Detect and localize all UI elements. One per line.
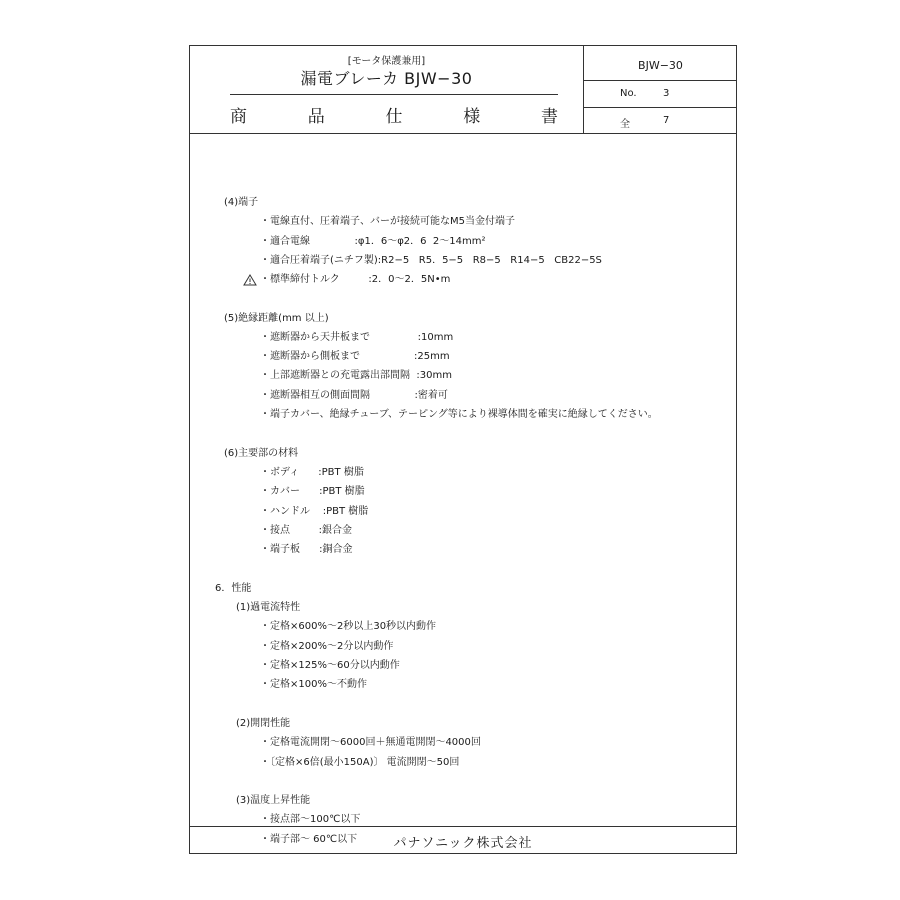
total-label: 全 — [620, 119, 630, 130]
section-heading: (1)過電流特性 — [236, 602, 301, 613]
page-number: 3 — [663, 88, 670, 99]
list-item: ・ハンドル :PBT 樹脂 — [260, 506, 369, 517]
doc-type-char: 商 — [230, 107, 247, 127]
section-heading: (3)温度上昇性能 — [236, 795, 311, 806]
section-heading: (2)開閉性能 — [236, 718, 291, 729]
list-item: ・遮断器相互の側面間隔 :密着可 — [260, 390, 448, 401]
doc-type-char: 様 — [463, 107, 481, 127]
sheet-footer — [190, 826, 736, 853]
list-item: ・定格電流開閉〜6000回＋無通電開閉〜4000回 — [260, 737, 481, 748]
meta-total-row — [584, 107, 737, 133]
list-item: ・上部遮断器との充電露出部間隔 :30mm — [260, 370, 452, 381]
doc-type-char: 仕 — [385, 107, 403, 127]
product-title: 漏電ブレーカ BJW−30 — [300, 69, 473, 88]
list-item: ・遮断器から天井板まで :10mm — [260, 332, 454, 343]
meta-box — [583, 46, 737, 133]
warning-triangle-icon — [243, 274, 257, 289]
list-item: ・端子カバー、絶縁チューブ、テーピング等により裸導体間を確実に絶縁してください。 — [260, 409, 658, 420]
doc-type-char: 書 — [541, 107, 558, 127]
list-item: ・遮断器から側板まで :25mm — [260, 351, 450, 362]
list-item: ・定格×200%〜2分以内動作 — [260, 641, 394, 652]
list-item: ・定格×100%〜不動作 — [260, 679, 367, 690]
chapter-heading: 6．性能 — [215, 583, 252, 594]
section-heading: (6)主要部の材料 — [224, 448, 299, 459]
page-label: No. — [620, 88, 637, 99]
sheet-header — [190, 46, 736, 134]
list-item: ・〔定格×6倍(最小150A)〕 電流開閉〜50回 — [260, 757, 460, 768]
product-subtitle: [モータ保護兼用] — [347, 56, 426, 67]
list-item: ・適合電線 :φ1．6〜φ2．6 2〜14mm² — [260, 236, 486, 247]
section-heading: (5)絶縁距離(mm 以上) — [224, 313, 329, 324]
list-item: ・電線直付、圧着端子、バーが接続可能なM5当金付端子 — [260, 216, 515, 227]
list-item: ・定格×125%〜60分以内動作 — [260, 660, 400, 671]
section-heading: (4)端子 — [224, 197, 259, 208]
list-item: ・端子板 :銅合金 — [260, 544, 353, 555]
title-divider — [230, 94, 558, 95]
total-pages: 7 — [663, 115, 670, 126]
company-name: パナソニック株式会社 — [393, 836, 533, 851]
list-item: ・適合圧着端子(ニチフ製):R2−5 R5．5−5 R8−5 R14−5 CB22−5S — [260, 255, 602, 266]
list-item: ・標準締付トルク :2．0〜2．5N•m — [260, 274, 451, 285]
list-item: ・接点 :銀合金 — [260, 525, 352, 536]
model-code: BJW−30 — [638, 59, 683, 72]
list-item: ・定格×600%〜2秒以上30秒以内動作 — [260, 621, 437, 632]
document-type — [230, 102, 558, 127]
list-item: ・カバー :PBT 樹脂 — [260, 486, 365, 497]
list-item: ・端子部〜 60℃以下 — [260, 834, 358, 845]
list-item: ・接点部〜100℃以下 — [260, 814, 361, 825]
spec-sheet — [189, 45, 737, 854]
meta-page-row — [584, 80, 737, 108]
list-item: ・ボディ :PBT 樹脂 — [260, 467, 364, 478]
doc-type-char: 品 — [307, 107, 325, 127]
meta-code-row — [584, 46, 737, 81]
title-box — [190, 46, 583, 133]
